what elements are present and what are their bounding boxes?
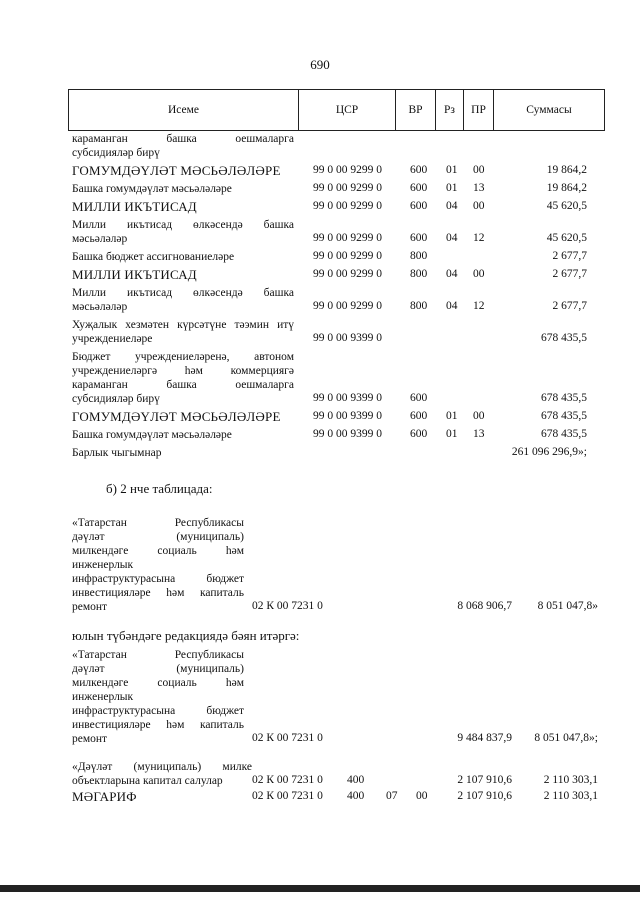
row-rz: 04 <box>446 200 458 212</box>
row-sum: 19 864,2 <box>546 164 587 176</box>
table-row <box>0 446 640 463</box>
page-bottom-border <box>0 885 640 892</box>
row-name-line: милкендәге социаль һәм <box>72 545 244 557</box>
header-rz: Рз <box>436 90 464 130</box>
table-row <box>0 218 640 249</box>
row-name <box>72 286 294 314</box>
row-value-2: 8 051 047,8»; <box>534 732 598 744</box>
row-csr: 99 0 00 9299 0 <box>313 250 382 262</box>
row-name-line: инженерлык <box>72 559 134 571</box>
header-name: Исеме <box>69 90 299 130</box>
row-name-line: Хуҗалык хезмәтен күрсәтүне тәэмин итү <box>72 319 294 331</box>
row-rz: 01 <box>446 410 458 422</box>
row-rz: 07 <box>386 790 398 802</box>
row-csr: 99 0 00 9299 0 <box>313 200 382 212</box>
row-name-line: Бюджет учреждениеләренә, автоном <box>72 351 294 363</box>
table-row <box>0 350 640 409</box>
row-pr: 00 <box>473 200 485 212</box>
row-pr: 00 <box>473 268 485 280</box>
row-vr: 800 <box>410 300 428 312</box>
row-name-line: учреждениеләре <box>72 333 153 345</box>
row-sum: 678 435,5 <box>541 332 587 344</box>
row-value-1: 2 107 910,6 <box>457 790 512 802</box>
row-vr: 600 <box>410 200 428 212</box>
table2-row-new <box>0 648 640 748</box>
row-value-2: 2 110 303,1 <box>543 790 598 802</box>
table-row <box>0 286 640 317</box>
row-name <box>72 648 244 746</box>
row-pr: 12 <box>473 232 485 244</box>
row-pr: 13 <box>473 182 485 194</box>
row-name <box>72 760 252 788</box>
row-name <box>72 200 294 214</box>
row-vr: 600 <box>410 410 428 422</box>
row-name-line: субсидияләр бирү <box>72 147 160 159</box>
row-value-1: 9 484 837,9 <box>457 732 512 744</box>
row-csr: 02 К 00 7231 0 <box>252 600 323 612</box>
row-pr: 13 <box>473 428 485 440</box>
row-sum: 2 677,7 <box>552 268 587 280</box>
row-name <box>72 318 294 346</box>
row-name-line: караманган башка оешмаларга <box>72 379 294 391</box>
row-name-line: Милли икътисад өлкәсендә башка <box>72 219 294 231</box>
row-value-1: 8 068 906,7 <box>457 600 512 612</box>
row-name <box>72 790 252 804</box>
row-name-line: инфраструктурасына бюджет <box>72 705 244 717</box>
table2-row-original <box>0 516 640 616</box>
row-name <box>72 350 294 406</box>
table-row <box>0 428 640 445</box>
row-name <box>72 446 294 460</box>
table-row <box>0 200 640 217</box>
header-pr: ПР <box>464 90 494 130</box>
row-name-line: милкендәге социаль һәм <box>72 677 244 689</box>
row-name-line: субсидияләр бирү <box>72 393 160 405</box>
table-row <box>0 164 640 181</box>
row-rz: 01 <box>446 164 458 176</box>
row-csr: 99 0 00 9299 0 <box>313 300 382 312</box>
row-name-line: Милли икътисад өлкәсендә башка <box>72 287 294 299</box>
row-name-line: объектларына капитал салулар <box>72 775 223 787</box>
row-csr: 99 0 00 9299 0 <box>313 268 382 280</box>
row-csr: 99 0 00 9399 0 <box>313 410 382 422</box>
edit-instruction: юлын түбәндәге редакциядә бәян итәргә: <box>72 628 300 643</box>
row-vr: 600 <box>410 232 428 244</box>
row-csr: 99 0 00 9399 0 <box>313 392 382 404</box>
row-name <box>72 410 294 424</box>
row-vr: 600 <box>410 182 428 194</box>
table-row <box>0 410 640 427</box>
row-sum: 678 435,5 <box>541 428 587 440</box>
row-value-1: 2 107 910,6 <box>457 774 512 786</box>
row-vr: 600 <box>410 164 428 176</box>
row-name-line: Башка бюджет ассигнованиеләре <box>72 251 235 263</box>
row-sum: 2 677,7 <box>552 300 587 312</box>
page-number: 690 <box>310 57 330 72</box>
row-csr: 99 0 00 9399 0 <box>313 332 382 344</box>
row-rz: 01 <box>446 182 458 194</box>
row-name-line: «Татарстан Республикасы <box>72 517 244 529</box>
row-vr: 600 <box>410 428 428 440</box>
table-row <box>0 268 640 285</box>
row-rz: 04 <box>446 232 458 244</box>
row-name <box>72 516 244 614</box>
row-csr: 02 К 00 7231 0 <box>252 732 323 744</box>
header-csr: ЦСР <box>299 90 396 130</box>
row-sum: 678 435,5 <box>541 410 587 422</box>
row-rz: 01 <box>446 428 458 440</box>
table-row <box>0 132 640 163</box>
row-pr: 12 <box>473 300 485 312</box>
row-name-line: МӘГАРИФ <box>72 789 137 804</box>
table-row <box>0 182 640 199</box>
row-value-2: 8 051 047,8» <box>537 600 598 612</box>
row-name <box>72 218 294 246</box>
row-value-2: 2 110 303,1 <box>543 774 598 786</box>
row-name-line: инвестицияләре һәм капиталь <box>72 587 244 599</box>
row-sum: 45 620,5 <box>546 232 587 244</box>
row-sum: 19 864,2 <box>546 182 587 194</box>
row-name-line: МИЛЛИ ИКЪТИСАД <box>72 199 197 214</box>
row-csr: 99 0 00 9299 0 <box>313 164 382 176</box>
row-csr: 02 К 00 7231 0 <box>252 774 323 786</box>
row-name-line: инвестицияләре һәм капиталь <box>72 719 244 731</box>
row-vr: 800 <box>410 250 428 262</box>
row-name-line: инфраструктурасына бюджет <box>72 573 244 585</box>
row-name-line: дәүләт (муниципаль) <box>72 531 244 543</box>
row-name-line: ремонт <box>72 601 108 613</box>
row-name-line: дәүләт (муниципаль) <box>72 663 244 675</box>
row-name <box>72 164 294 178</box>
row-name-line: Башка гомумдәүләт мәсьәләләре <box>72 429 232 441</box>
section-b-heading: б) 2 нче таблицада: <box>106 481 213 496</box>
row-pr: 00 <box>473 164 485 176</box>
header-vr: ВР <box>396 90 436 130</box>
row-name-line: караманган башка оешмаларга <box>72 133 294 145</box>
row-name-line: ремонт <box>72 733 108 745</box>
row-name-line: ГОМУМДӘҮЛӘТ МӘСЬӘЛӘЛӘРЕ <box>72 409 281 424</box>
row-sum: 2 677,7 <box>552 250 587 262</box>
row-name-line: ГОМУМДӘҮЛӘТ МӘСЬӘЛӘЛӘРЕ <box>72 163 281 178</box>
row-pr: 00 <box>416 790 428 802</box>
row-rz: 04 <box>446 300 458 312</box>
row-name <box>72 250 294 264</box>
row-name <box>72 268 294 282</box>
row-sum: 45 620,5 <box>546 200 587 212</box>
table-header <box>68 89 605 131</box>
row-sum: 678 435,5 <box>541 392 587 404</box>
row-vr: 400 <box>347 790 365 802</box>
row-csr: 99 0 00 9399 0 <box>313 428 382 440</box>
header-sum: Суммасы <box>526 104 572 116</box>
row-name-line: учреждениеләргә һәм коммерциягә <box>72 365 294 377</box>
row-name <box>72 428 294 442</box>
table-row <box>0 250 640 267</box>
row-csr: 02 К 00 7231 0 <box>252 790 323 802</box>
row-name-line: МИЛЛИ ИКЪТИСАД <box>72 267 197 282</box>
row-vr: 800 <box>410 268 428 280</box>
row-sum: 261 096 296,9»; <box>511 446 587 458</box>
table2-rows-extra <box>0 760 640 810</box>
table-row <box>0 318 640 349</box>
row-vr: 400 <box>347 774 365 786</box>
row-name-line: мәсьәләләр <box>72 301 128 313</box>
row-name-line: мәсьәләләр <box>72 233 128 245</box>
row-name <box>72 182 294 196</box>
row-csr: 99 0 00 9299 0 <box>313 232 382 244</box>
row-name-line: Башка гомумдәүләт мәсьәләләре <box>72 183 232 195</box>
row-name-line: «Татарстан Республикасы <box>72 649 244 661</box>
row-name-line: Барлык чыгымнар <box>72 447 162 459</box>
row-name-line: «Дәүләт (муниципаль) милке <box>72 761 252 773</box>
row-name <box>72 132 294 160</box>
row-rz: 04 <box>446 268 458 280</box>
row-name-line: инженерлык <box>72 691 134 703</box>
row-pr: 00 <box>473 410 485 422</box>
row-vr: 600 <box>410 392 428 404</box>
row-csr: 99 0 00 9299 0 <box>313 182 382 194</box>
